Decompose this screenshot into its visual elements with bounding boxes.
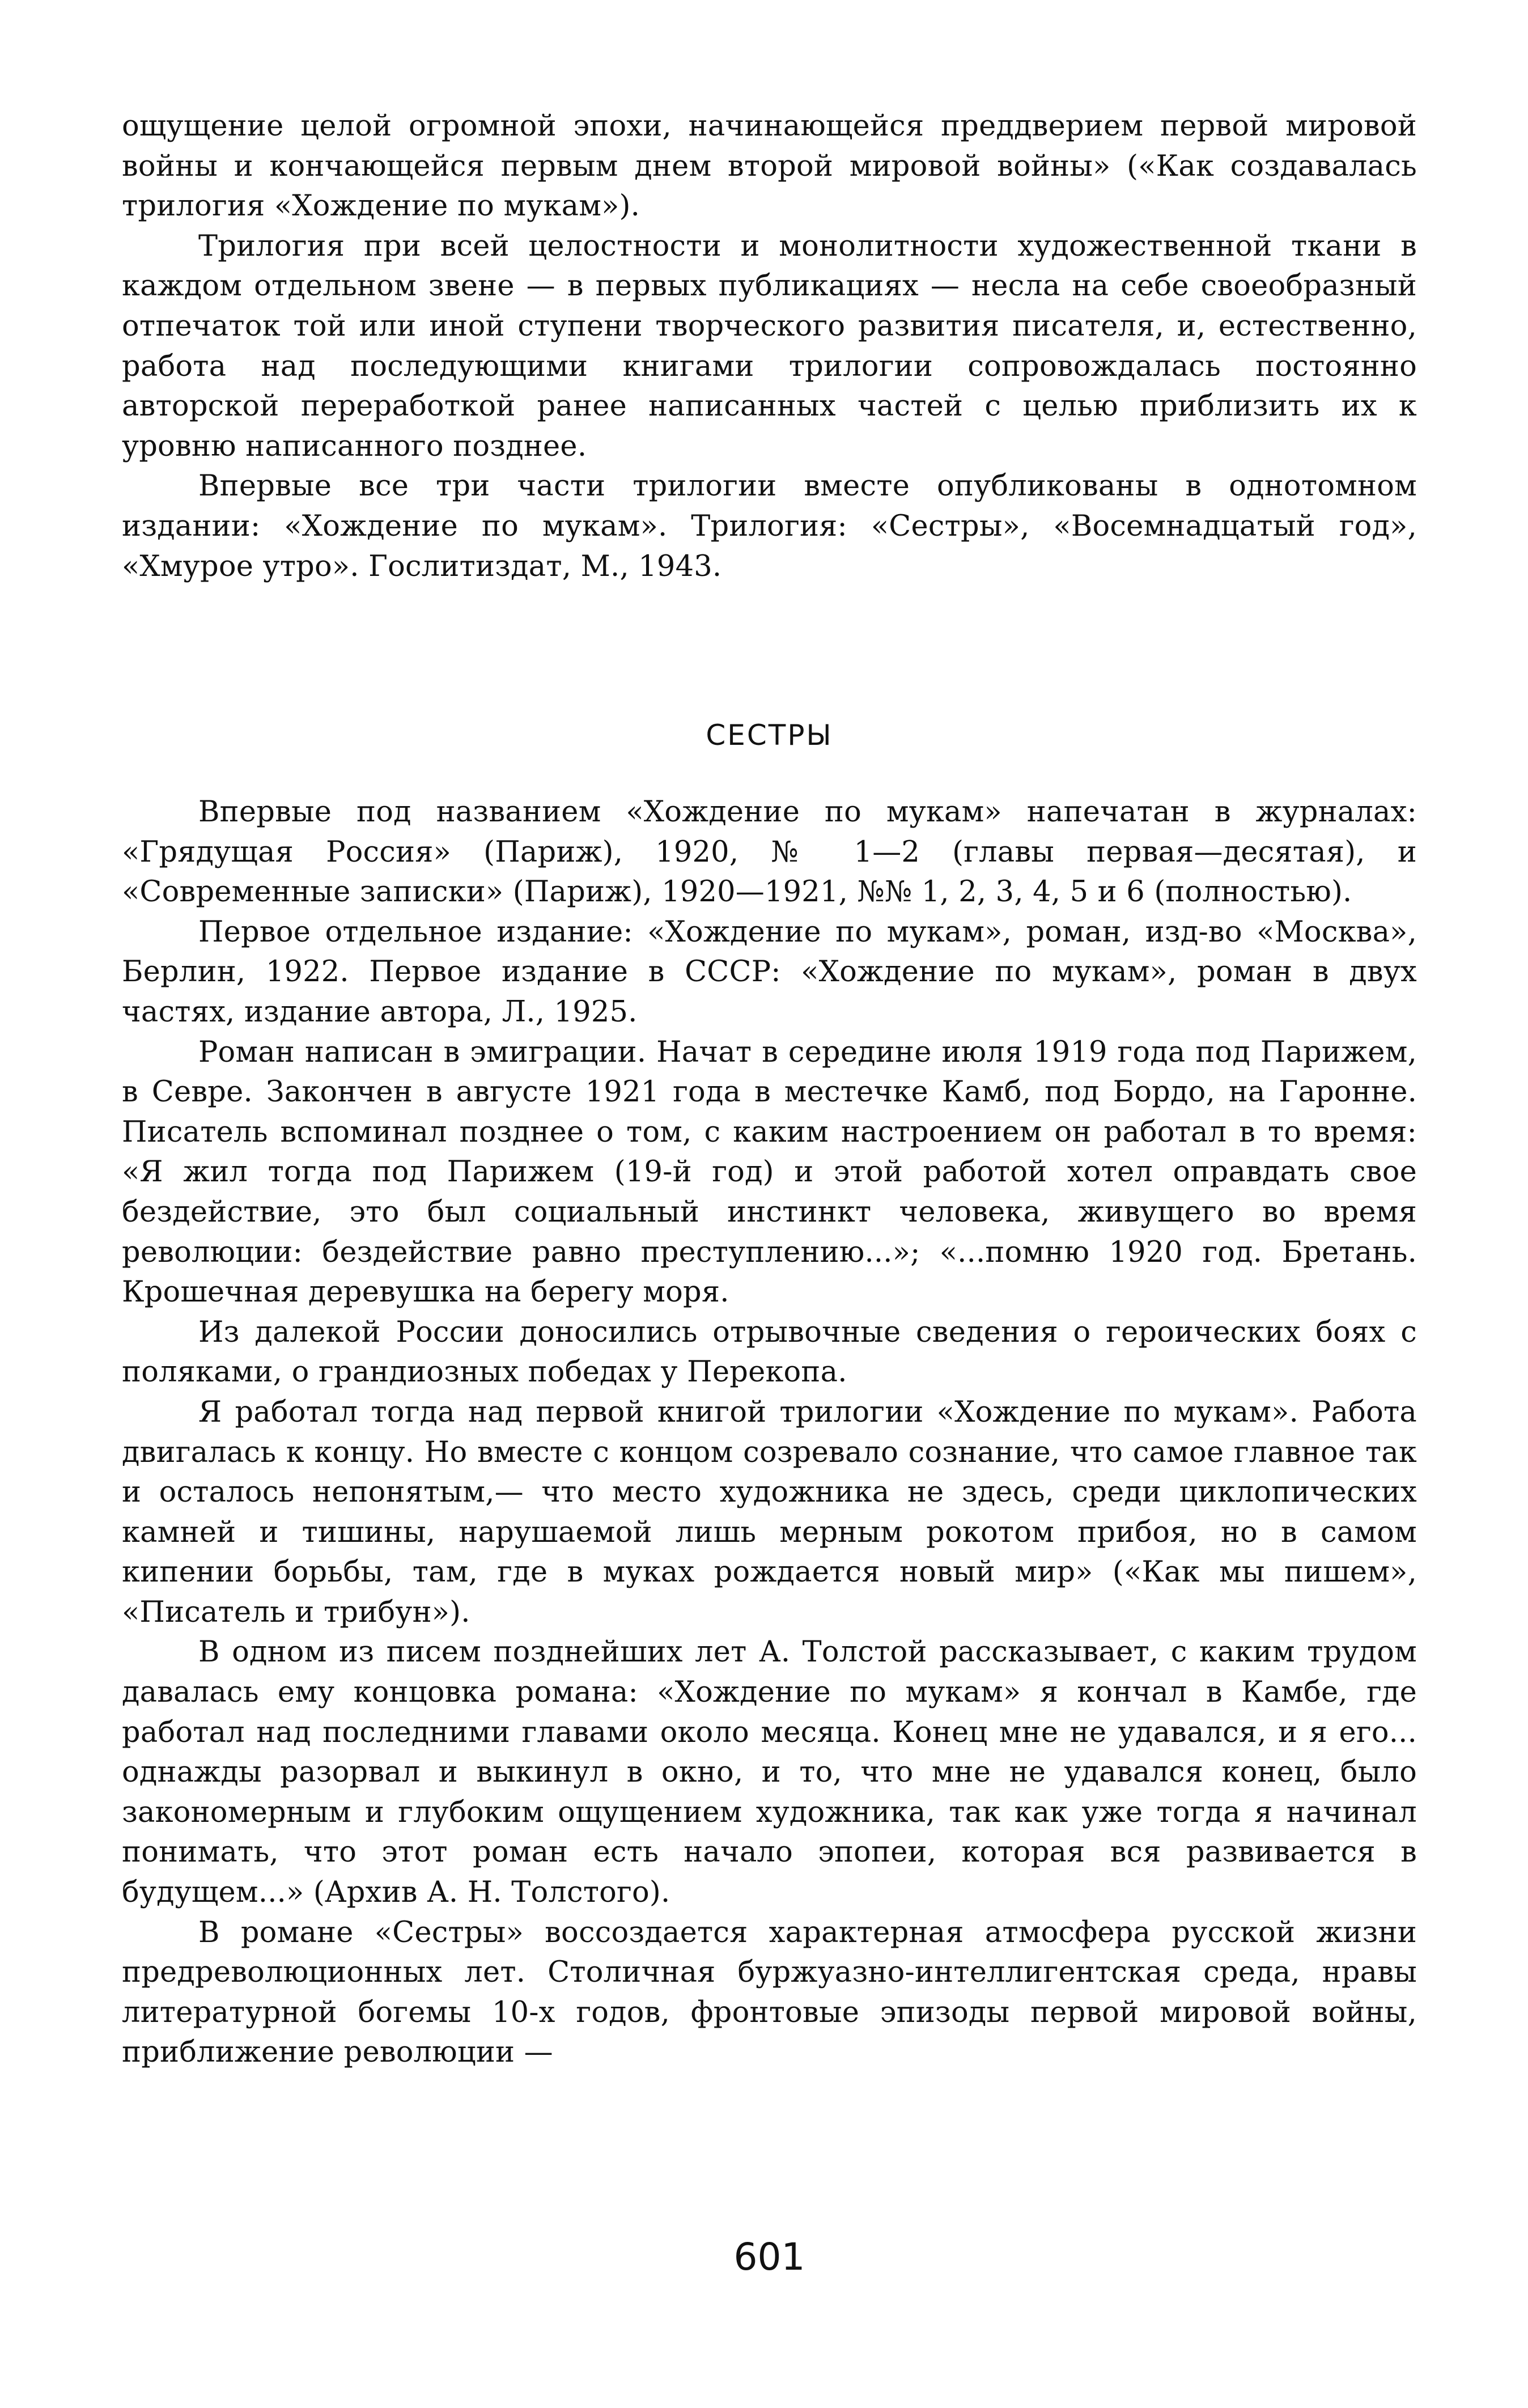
paragraph: Первое отдельное издание: «Хождение по мукам», роман, изд-во «Москва», Берлин, 1922. Первое издание в СССР: «Хождение по мукам», роман в двух частях, издание автора, Л., 1925. bbox=[122, 915, 1417, 1029]
paragraph: ощущение целой огромной эпохи, начинающейся преддверием первой мировой войны и кончающейся первым днем второй мировой войны» («Как создавалась трилогия «Хождение по мукам»). bbox=[122, 109, 1417, 223]
paragraph: В одном из писем позднейших лет А. Толстой рассказывает, с каким трудом давалась ему концовка романа: «Хождение по мукам» я кончал в Камбе, где работал над последними главами около месяца. Конец мне не удавался, и я его... однажды разорвал и выкинул в окно, и то, что мне не удавался конец, было закономерным и глубоким ощущением художника, так как уже тогда я начинал понимать, что этот роман есть начало эпопеи, которая вся развивается в будущем...» (Архив А. Н. Толстого). bbox=[122, 1635, 1417, 1910]
section-heading: СЕСТРЫ bbox=[706, 719, 833, 752]
paragraph: Роман написан в эмиграции. Начат в середине июля 1919 года под Парижем, в Севре. Закончен в августе 1921 года в местечке Камб, под Бордо, на Гаронне. Писатель вспоминал позднее о том, с каким настроением он работал в то время: «Я жил тогда под Парижем (19-й год) и этой работой хотел оправдать свое бездействие, это был социальный инстинкт человека, живущего во время революции: бездействие равно преступлению...»; «...помню 1920 год. Бретань. Крошечная деревушка на берегу моря. bbox=[122, 1035, 1417, 1309]
paragraph: В романе «Сестры» воссоздается характерная атмосфера русской жизни предреволюционных лет. Столичная буржуазно-интеллигентская среда, нравы литературной богемы 10-х годов, фронтовые эпизоды первой мировой войны, приближение революции — bbox=[122, 1915, 1417, 2070]
paragraph: Из далекой России доносились отрывочные сведения о героических боях с поляками, о грандиозных победах у Перекопа. bbox=[122, 1315, 1417, 1389]
intro-text bbox=[122, 107, 1417, 587]
paragraph: Я работал тогда над первой книгой трилогии «Хождение по мукам». Работа двигалась к концу. Но вместе с концом созревало сознание, что самое главное так и осталось непонятым,— что место художника не здесь, среди циклопических камней и тишины, нарушаемой лишь мерным рокотом прибоя, но в самом кипении борьбы, там, где в муках рождается новый мир» («Как мы пишем», «Писатель и трибун»). bbox=[122, 1395, 1417, 1629]
section-text bbox=[122, 792, 1417, 2073]
paragraph: Впервые под названием «Хождение по мукам» напечатан в журналах: «Грядущая Россия» (Париж), 1920, № 1—2 (главы первая—десятая), и «Современные записки» (Париж), 1920—1921, №№ 1, 2, 3, 4, 5 и 6 (полностью). bbox=[122, 795, 1417, 909]
page-number: 601 bbox=[733, 2235, 805, 2279]
paragraph: Впервые все три части трилогии вместе опубликованы в однотомном издании: «Хождение по мукам». Трилогия: «Сестры», «Восемнадцатый год», «Хмурое утро». Гослитиздат, М., 1943. bbox=[122, 469, 1417, 583]
paragraph: Трилогия при всей целостности и монолитности художественной ткани в каждом отдельном звене — в первых публикациях — несла на себе своеобразный отпечаток той или иной ступени творческого развития писателя, и, естественно, работа над последующими книгами трилогии сопровождалась постоянно авторской переработкой ранее написанных частей с целью приблизить их к уровню написанного позднее. bbox=[122, 229, 1417, 463]
